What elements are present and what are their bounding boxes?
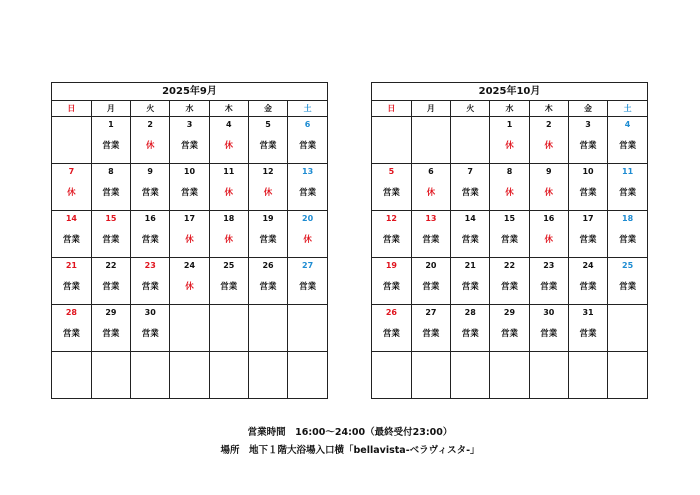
day-number: 20 <box>302 214 314 223</box>
day-cell <box>248 352 287 399</box>
week-row <box>372 164 647 211</box>
day-status: 営業 <box>461 329 479 339</box>
day-number: 13 <box>425 214 437 223</box>
day-status: 営業 <box>299 282 317 292</box>
day-cell <box>451 211 490 258</box>
day-cell <box>209 211 248 258</box>
weekday-header: 水 <box>170 101 209 117</box>
day-number: 25 <box>622 261 634 270</box>
day-number: 26 <box>385 308 397 317</box>
day-status: 営業 <box>382 329 400 339</box>
day-number <box>490 353 528 366</box>
week-row <box>52 164 327 211</box>
calendar-title: 2025年10月 <box>372 83 647 101</box>
day-cell <box>170 211 209 258</box>
day-status: 営業 <box>141 329 159 339</box>
day-number: 22 <box>105 261 117 270</box>
location: 場所 地下１階大浴場入口横「bellavista-ベラヴィスタ-」 <box>220 445 480 456</box>
week-row <box>372 305 647 352</box>
day-cell <box>288 258 327 305</box>
day-cell <box>372 211 411 258</box>
day-cell <box>529 117 568 164</box>
day-status: 営業 <box>180 188 198 198</box>
weekday-header-row <box>372 101 647 117</box>
day-number: 4 <box>225 120 232 129</box>
day-cell <box>209 352 248 399</box>
day-number <box>608 306 647 319</box>
day-number <box>608 353 647 366</box>
day-cell <box>411 211 450 258</box>
day-cell <box>288 211 327 258</box>
day-number: 5 <box>388 167 395 176</box>
day-cell <box>52 117 91 164</box>
weekday-header: 月 <box>411 101 450 117</box>
day-status: 営業 <box>102 235 120 245</box>
week-row <box>52 305 327 352</box>
weekday-header: 土 <box>608 101 647 117</box>
day-status: 営業 <box>180 141 198 151</box>
day-number: 18 <box>223 214 235 223</box>
day-status: 休 <box>224 141 234 151</box>
day-status: 営業 <box>619 235 637 245</box>
day-status: 営業 <box>540 282 558 292</box>
day-status: 営業 <box>102 188 120 198</box>
calendar-september <box>51 82 328 399</box>
day-status: 営業 <box>382 235 400 245</box>
day-number <box>412 118 450 131</box>
day-cell <box>91 211 130 258</box>
day-cell <box>248 164 287 211</box>
day-cell <box>608 305 647 352</box>
day-cell <box>568 352 607 399</box>
weekday-header: 火 <box>131 101 170 117</box>
day-cell <box>411 164 450 211</box>
day-status: 営業 <box>220 282 238 292</box>
day-cell <box>209 164 248 211</box>
day-number: 15 <box>105 214 117 223</box>
day-cell <box>372 117 411 164</box>
day-cell <box>568 117 607 164</box>
day-number: 1 <box>506 120 513 129</box>
day-number: 15 <box>503 214 516 223</box>
day-cell <box>568 305 607 352</box>
day-status: 営業 <box>500 329 518 339</box>
calendar-body <box>372 117 647 399</box>
day-cell <box>131 258 170 305</box>
day-status: 休 <box>185 235 194 245</box>
day-number: 26 <box>262 261 274 270</box>
day-cell <box>91 352 130 399</box>
day-number: 1 <box>108 120 114 129</box>
day-status: 営業 <box>141 235 159 245</box>
day-number: 12 <box>262 167 274 176</box>
day-number: 7 <box>467 167 473 176</box>
day-cell <box>91 164 130 211</box>
week-row <box>372 211 647 258</box>
day-cell <box>529 305 568 352</box>
day-number: 25 <box>223 261 235 270</box>
day-cell <box>248 258 287 305</box>
day-number <box>288 353 327 366</box>
day-status: 営業 <box>141 188 159 198</box>
day-status: 営業 <box>382 282 400 292</box>
week-row <box>372 117 647 164</box>
weekday-header: 日 <box>52 101 91 117</box>
day-number: 24 <box>183 261 196 270</box>
day-number: 2 <box>147 120 153 129</box>
day-number: 17 <box>183 214 196 223</box>
day-cell <box>91 258 130 305</box>
day-cell <box>608 258 647 305</box>
day-cell <box>91 305 130 352</box>
day-status: 休 <box>303 235 312 245</box>
weekday-header: 木 <box>209 101 248 117</box>
day-status: 営業 <box>579 188 597 198</box>
day-cell <box>131 305 170 352</box>
day-cell <box>372 164 411 211</box>
week-row <box>52 117 327 164</box>
day-status: 営業 <box>62 235 80 245</box>
day-status: 営業 <box>422 329 440 339</box>
day-number: 3 <box>186 120 193 129</box>
day-number: 21 <box>464 261 476 270</box>
business-hours: 営業時間 16:00～24:00（最終受付23:00） <box>247 427 453 438</box>
day-cell <box>451 352 490 399</box>
day-cell <box>248 117 287 164</box>
week-row <box>52 258 327 305</box>
day-cell <box>52 258 91 305</box>
day-status: 営業 <box>259 235 277 245</box>
weekday-header: 金 <box>568 101 607 117</box>
week-row <box>52 211 327 258</box>
day-cell <box>490 164 529 211</box>
day-cell <box>131 117 170 164</box>
day-status: 休 <box>505 141 514 151</box>
day-number <box>52 118 91 131</box>
day-number <box>249 306 287 319</box>
day-cell <box>568 211 607 258</box>
day-cell <box>209 258 248 305</box>
day-status: 営業 <box>579 141 597 151</box>
day-number: 6 <box>304 120 311 129</box>
day-number: 6 <box>428 167 434 176</box>
day-status: 営業 <box>619 282 637 292</box>
day-number <box>451 353 489 366</box>
day-number <box>288 306 327 319</box>
day-number <box>170 353 208 366</box>
weekday-header: 木 <box>529 101 568 117</box>
day-cell <box>170 305 209 352</box>
day-status: 営業 <box>102 282 120 292</box>
day-status: 休 <box>544 188 554 198</box>
day-number <box>412 353 450 366</box>
day-status: 休 <box>263 188 273 198</box>
weekday-header: 水 <box>490 101 529 117</box>
day-number: 10 <box>582 167 594 176</box>
calendar-october <box>371 82 648 399</box>
weekday-header: 土 <box>288 101 327 117</box>
day-cell <box>209 305 248 352</box>
day-number <box>210 306 248 319</box>
day-cell <box>288 117 327 164</box>
day-status: 休 <box>544 235 554 245</box>
day-number: 23 <box>543 261 555 270</box>
day-number <box>372 353 411 366</box>
day-number: 3 <box>585 120 591 129</box>
day-number <box>372 118 411 131</box>
day-status: 営業 <box>461 235 479 245</box>
day-number: 21 <box>65 261 77 270</box>
day-number: 24 <box>582 261 594 270</box>
day-number: 5 <box>265 120 271 129</box>
day-status: 営業 <box>579 282 597 292</box>
day-cell <box>248 305 287 352</box>
day-status: 休 <box>67 188 76 198</box>
day-cell <box>170 258 209 305</box>
day-status: 営業 <box>299 141 317 151</box>
day-number: 27 <box>425 308 437 317</box>
day-number: 16 <box>543 214 555 223</box>
day-cell <box>451 305 490 352</box>
day-status: 休 <box>224 235 234 245</box>
day-cell <box>209 117 248 164</box>
day-cell <box>451 258 490 305</box>
day-number: 8 <box>506 167 513 176</box>
day-status: 営業 <box>102 141 120 151</box>
calendar-body <box>52 117 327 399</box>
day-number: 20 <box>425 261 437 270</box>
day-status: 営業 <box>422 282 440 292</box>
day-number: 14 <box>65 214 77 223</box>
day-cell <box>91 117 130 164</box>
day-cell <box>288 305 327 352</box>
day-number: 29 <box>503 308 516 317</box>
day-number: 11 <box>622 167 634 176</box>
day-status: 営業 <box>422 235 440 245</box>
day-cell <box>608 352 647 399</box>
day-status: 営業 <box>579 329 597 339</box>
day-cell <box>490 258 529 305</box>
day-cell <box>131 352 170 399</box>
day-number: 16 <box>144 214 156 223</box>
day-status: 営業 <box>619 188 637 198</box>
day-cell <box>411 258 450 305</box>
day-status: 営業 <box>141 282 159 292</box>
day-status: 営業 <box>461 282 479 292</box>
day-number: 17 <box>582 214 594 223</box>
day-cell <box>490 352 529 399</box>
day-status: 営業 <box>540 329 558 339</box>
day-cell <box>288 352 327 399</box>
day-cell <box>288 164 327 211</box>
day-cell <box>451 164 490 211</box>
day-cell <box>131 164 170 211</box>
day-status: 休 <box>224 188 234 198</box>
day-number <box>249 353 287 366</box>
day-cell <box>52 305 91 352</box>
day-number: 29 <box>105 308 117 317</box>
calendar-grid <box>372 101 647 398</box>
day-cell <box>170 164 209 211</box>
day-number: 10 <box>183 167 196 176</box>
day-cell <box>529 164 568 211</box>
day-cell <box>372 305 411 352</box>
day-cell <box>170 352 209 399</box>
day-number <box>52 353 91 366</box>
day-cell <box>52 352 91 399</box>
day-cell <box>529 258 568 305</box>
day-number <box>210 353 248 366</box>
day-status: 休 <box>426 188 436 198</box>
day-number: 19 <box>262 214 274 223</box>
day-cell <box>411 305 450 352</box>
day-status: 営業 <box>619 141 637 151</box>
day-cell <box>490 211 529 258</box>
day-number: 9 <box>147 167 153 176</box>
day-number: 22 <box>503 261 516 270</box>
day-cell <box>608 117 647 164</box>
day-status: 休 <box>505 188 514 198</box>
day-number <box>530 353 568 366</box>
day-cell <box>490 305 529 352</box>
day-number: 31 <box>582 308 594 317</box>
day-cell <box>372 352 411 399</box>
day-cell <box>372 258 411 305</box>
day-status: 営業 <box>461 188 479 198</box>
day-status: 休 <box>544 141 554 151</box>
day-number: 27 <box>302 261 314 270</box>
day-status: 営業 <box>299 188 317 198</box>
day-status: 営業 <box>500 235 518 245</box>
day-cell <box>451 117 490 164</box>
day-cell <box>529 211 568 258</box>
day-status: 営業 <box>259 141 277 151</box>
day-cell <box>490 117 529 164</box>
day-number: 30 <box>144 308 156 317</box>
day-cell <box>608 164 647 211</box>
weekday-header: 月 <box>91 101 130 117</box>
day-number: 2 <box>545 120 552 129</box>
day-cell <box>608 211 647 258</box>
day-status: 営業 <box>62 282 80 292</box>
day-number <box>131 353 169 366</box>
day-number: 9 <box>545 167 552 176</box>
day-number: 30 <box>543 308 555 317</box>
week-row <box>52 352 327 399</box>
weekday-header: 火 <box>451 101 490 117</box>
day-status: 営業 <box>382 188 400 198</box>
day-number: 12 <box>385 214 397 223</box>
day-number: 7 <box>68 167 75 176</box>
day-number <box>569 353 607 366</box>
day-number: 13 <box>302 167 314 176</box>
day-number <box>92 353 130 366</box>
day-status: 営業 <box>500 282 518 292</box>
day-number: 8 <box>108 167 114 176</box>
day-number: 23 <box>144 261 156 270</box>
day-status: 営業 <box>62 329 80 339</box>
day-number <box>170 306 208 319</box>
day-cell <box>52 164 91 211</box>
day-cell <box>52 211 91 258</box>
week-row <box>372 352 647 399</box>
day-number: 28 <box>464 308 476 317</box>
day-cell <box>568 258 607 305</box>
day-status: 休 <box>185 282 194 292</box>
day-number: 4 <box>624 120 631 129</box>
day-cell <box>170 117 209 164</box>
day-number: 19 <box>385 261 397 270</box>
day-number: 11 <box>223 167 235 176</box>
day-number: 14 <box>464 214 476 223</box>
calendar-grid <box>52 101 327 398</box>
day-cell <box>411 352 450 399</box>
day-number <box>451 118 489 131</box>
weekday-header: 日 <box>372 101 411 117</box>
day-cell <box>411 117 450 164</box>
day-status: 営業 <box>579 235 597 245</box>
day-number: 28 <box>65 308 77 317</box>
day-cell <box>529 352 568 399</box>
day-status: 休 <box>145 141 155 151</box>
day-cell <box>248 211 287 258</box>
day-cell <box>131 211 170 258</box>
day-number: 18 <box>622 214 634 223</box>
day-status: 営業 <box>102 329 120 339</box>
calendar-title: 2025年9月 <box>52 83 327 101</box>
day-status: 営業 <box>259 282 277 292</box>
day-cell <box>568 164 607 211</box>
weekday-header: 金 <box>248 101 287 117</box>
weekday-header-row <box>52 101 327 117</box>
week-row <box>372 258 647 305</box>
